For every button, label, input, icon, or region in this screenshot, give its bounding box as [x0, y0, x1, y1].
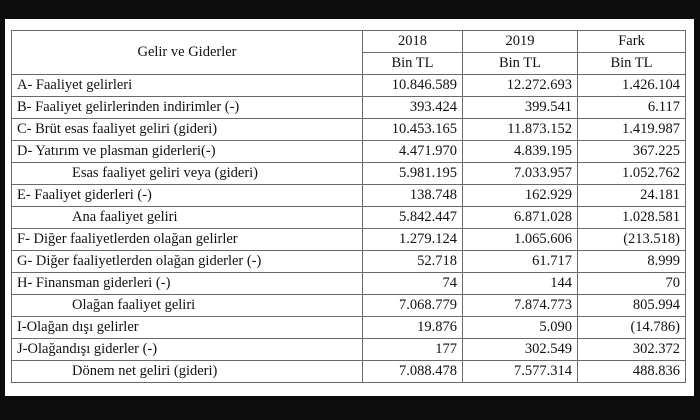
column-header-2018: 2018 — [363, 31, 463, 53]
value-fark: 8.999 — [578, 251, 686, 273]
value-2018: 7.088.478 — [363, 361, 463, 383]
value-2018: 10.453.165 — [363, 119, 463, 141]
value-2019: 399.541 — [463, 97, 578, 119]
column-header-2019: 2019 — [463, 31, 578, 53]
header-row-years — [12, 31, 686, 53]
table-row — [12, 339, 686, 361]
row-label: Ana faaliyet geliri — [12, 207, 363, 229]
table-row — [12, 185, 686, 207]
row-label: J-Olağandışı giderler (-) — [12, 339, 363, 361]
value-fark: 1.028.581 — [578, 207, 686, 229]
value-fark: 302.372 — [578, 339, 686, 361]
row-label: I-Olağan dışı gelirler — [12, 317, 363, 339]
table-row — [12, 163, 686, 185]
value-2019: 7.033.957 — [463, 163, 578, 185]
label-column-header: Gelir ve Giderler — [12, 31, 363, 75]
value-2019: 12.272.693 — [463, 75, 578, 97]
value-2018: 1.279.124 — [363, 229, 463, 251]
value-fark: 1.419.987 — [578, 119, 686, 141]
row-label: Esas faaliyet geliri veya (gideri) — [12, 163, 363, 185]
value-fark: 805.994 — [578, 295, 686, 317]
row-label: E- Faaliyet giderleri (-) — [12, 185, 363, 207]
unit-header-fark: Bin TL — [578, 53, 686, 75]
unit-header-2018: Bin TL — [363, 53, 463, 75]
value-2018: 138.748 — [363, 185, 463, 207]
value-2018: 52.718 — [363, 251, 463, 273]
value-2019: 4.839.195 — [463, 141, 578, 163]
row-label: A- Faaliyet gelirleri — [12, 75, 363, 97]
table-row — [12, 97, 686, 119]
value-2018: 7.068.779 — [363, 295, 463, 317]
document-page — [5, 19, 694, 396]
table-row — [12, 119, 686, 141]
value-fark: 1.426.104 — [578, 75, 686, 97]
value-2019: 7.874.773 — [463, 295, 578, 317]
value-2019: 162.929 — [463, 185, 578, 207]
value-fark: 367.225 — [578, 141, 686, 163]
value-2018: 177 — [363, 339, 463, 361]
row-label: Olağan faaliyet geliri — [12, 295, 363, 317]
value-fark: 1.052.762 — [578, 163, 686, 185]
row-label: C- Brüt esas faaliyet geliri (gideri) — [12, 119, 363, 141]
row-label: G- Diğer faaliyetlerden olağan giderler (-) — [12, 251, 363, 273]
value-fark: 24.181 — [578, 185, 686, 207]
income-expense-table — [11, 30, 686, 383]
table-row — [12, 317, 686, 339]
value-2018: 5.981.195 — [363, 163, 463, 185]
value-fark: 70 — [578, 273, 686, 295]
value-2019: 11.873.152 — [463, 119, 578, 141]
value-fark: (14.786) — [578, 317, 686, 339]
value-2018: 74 — [363, 273, 463, 295]
value-2019: 5.090 — [463, 317, 578, 339]
row-label: Dönem net geliri (gideri) — [12, 361, 363, 383]
value-2018: 10.846.589 — [363, 75, 463, 97]
table-row — [12, 295, 686, 317]
value-2019: 1.065.606 — [463, 229, 578, 251]
value-2019: 61.717 — [463, 251, 578, 273]
value-2018: 393.424 — [363, 97, 463, 119]
table-row — [12, 229, 686, 251]
table-body — [12, 75, 686, 383]
row-label: F- Diğer faaliyetlerden olağan gelirler — [12, 229, 363, 251]
value-fark: 488.836 — [578, 361, 686, 383]
table-row — [12, 251, 686, 273]
value-2019: 7.577.314 — [463, 361, 578, 383]
value-fark: 6.117 — [578, 97, 686, 119]
table-row — [12, 207, 686, 229]
value-fark: (213.518) — [578, 229, 686, 251]
value-2019: 6.871.028 — [463, 207, 578, 229]
table-row — [12, 75, 686, 97]
row-label: H- Finansman giderleri (-) — [12, 273, 363, 295]
row-label: D- Yatırım ve plasman giderleri(-) — [12, 141, 363, 163]
value-2019: 144 — [463, 273, 578, 295]
row-label: B- Faaliyet gelirlerinden indirimler (-) — [12, 97, 363, 119]
value-2018: 19.876 — [363, 317, 463, 339]
value-2018: 4.471.970 — [363, 141, 463, 163]
value-2019: 302.549 — [463, 339, 578, 361]
value-2018: 5.842.447 — [363, 207, 463, 229]
column-header-fark: Fark — [578, 31, 686, 53]
table-row — [12, 141, 686, 163]
unit-header-2019: Bin TL — [463, 53, 578, 75]
table-row — [12, 361, 686, 383]
table-row — [12, 273, 686, 295]
